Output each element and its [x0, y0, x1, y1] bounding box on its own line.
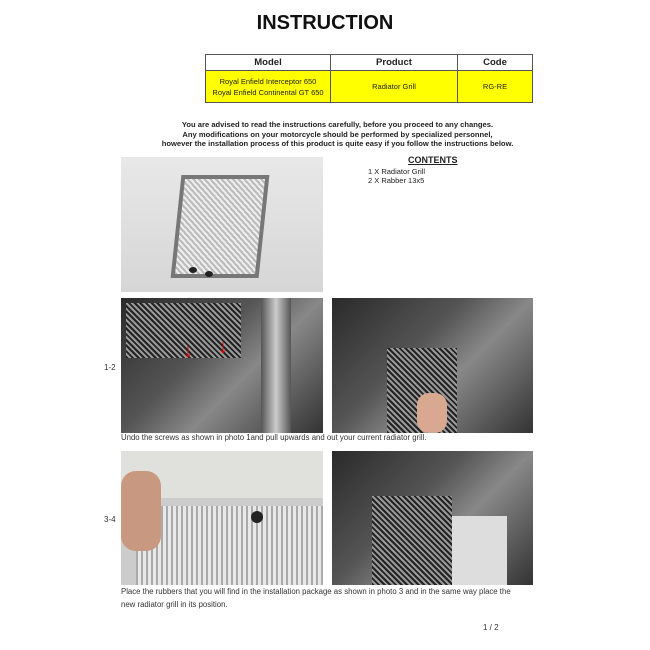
step-label: 1-2: [104, 363, 116, 372]
step-photo-3: [121, 451, 323, 585]
contents-item: 2 X Rabber 13x5: [368, 176, 425, 185]
product-photo: [121, 157, 323, 292]
notice-text: You are advised to read the instructions carefully, before you proceed to any changes. Any modifications on your motorcycle should be performed by specialized personnel, however the installation process of this product is quite easy if you follow the instructions below.: [161, 120, 514, 148]
step-label: 3-4: [104, 515, 116, 524]
step-photo-2: [332, 298, 533, 433]
step-caption: Undo the screws as shown in photo 1and pull upwards and out your current radiator grill.: [121, 433, 427, 442]
page-number: 1 / 2: [483, 623, 499, 632]
header-product: Product: [331, 55, 458, 71]
step-photo-4: [332, 451, 533, 585]
header-code: Code: [458, 55, 533, 71]
cell-model: Royal Enfield Interceptor 650 Royal Enfield Continental GT 650: [206, 71, 331, 103]
cell-code: RG-RE: [458, 71, 533, 103]
page-title: INSTRUCTION: [256, 12, 394, 34]
contents-item: 1 X Radiator Grill: [368, 167, 426, 176]
product-table: [205, 54, 533, 103]
step-photo-1: ↓ ↓: [121, 298, 323, 433]
cell-product: Radiator Grill: [331, 71, 458, 103]
step-caption: Place the rubbers that you will find in the installation package as shown in photo 3 and in the same way place the new radiator grill in its position.: [121, 587, 511, 609]
header-model: Model: [206, 55, 331, 71]
contents-heading: CONTENTS: [408, 155, 458, 165]
